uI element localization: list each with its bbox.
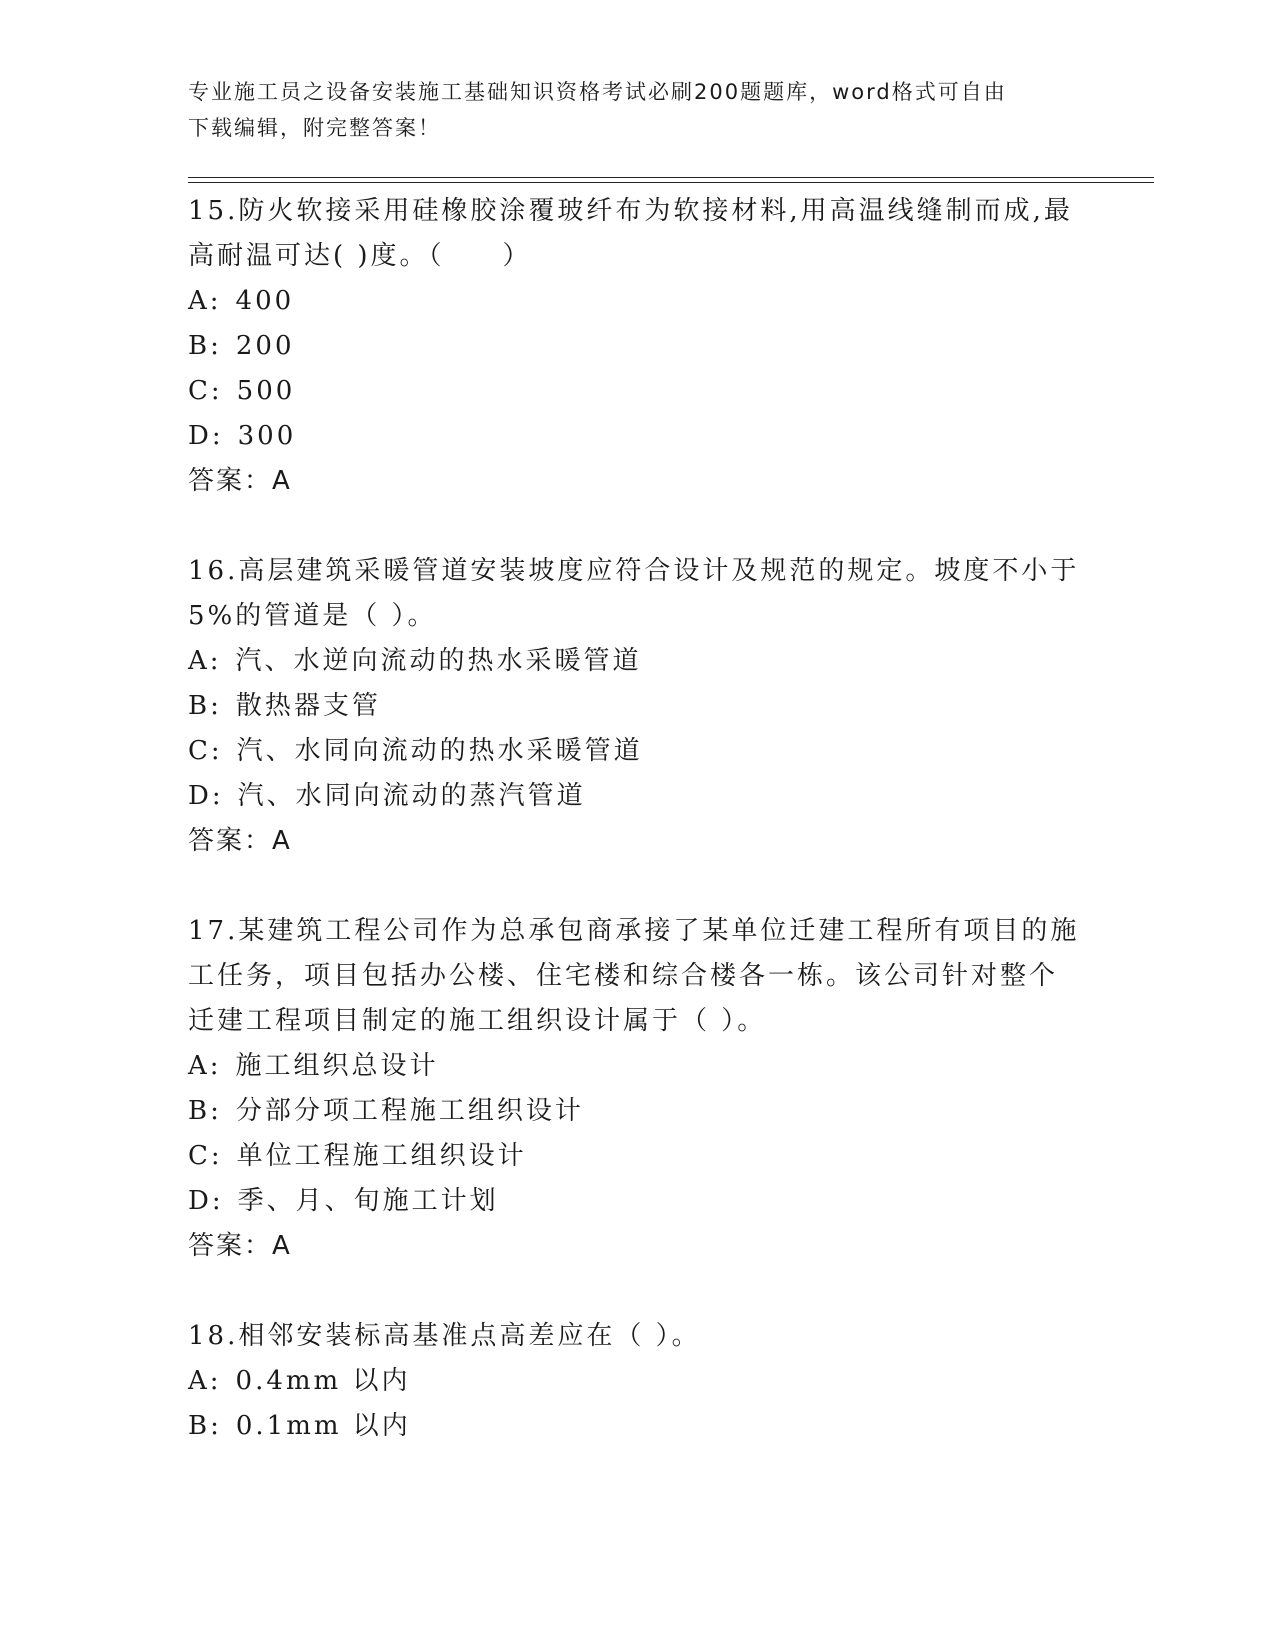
option-d (188, 774, 1078, 819)
answer-line: 答案：A (188, 826, 292, 856)
option-text: 单位工程施工组织设计 (236, 1141, 527, 1171)
option-key: D: (188, 1186, 224, 1216)
stem-line: 高耐温可达( )度。（ ） (188, 241, 532, 271)
option-b (188, 1089, 1078, 1134)
option-key: B: (188, 331, 222, 361)
option-key: A: (188, 1051, 222, 1081)
option-b (188, 684, 1078, 729)
option-key: C: (188, 736, 223, 766)
stem-line: 16.高层建筑采暖管道安装坡度应符合设计及规范的规定。坡度不小于 (188, 556, 1080, 586)
option-key: D: (188, 421, 224, 451)
header-divider-bottom (188, 182, 1154, 183)
option-a (188, 639, 1078, 684)
option-text: 0.4mm 以内 (235, 1366, 411, 1396)
stem-line: 5%的管道是（ ）。 (188, 601, 437, 631)
option-text: 500 (236, 376, 296, 406)
option-text: 200 (235, 331, 295, 361)
stem-line: 17.某建筑工程公司作为总承包商承接了某单位迁建工程所有项目的施 (188, 916, 1080, 946)
option-b (188, 324, 1078, 369)
option-key: B: (188, 691, 222, 721)
question-18 (188, 1314, 1078, 1449)
header-line-2: 下载编辑，附完整答案！ (188, 116, 441, 140)
question-17 (188, 909, 1078, 1269)
option-key: A: (188, 646, 222, 676)
question-stem (188, 549, 1078, 639)
option-text: 汽、水逆向流动的热水采暖管道 (235, 646, 642, 676)
question-list (188, 189, 1078, 1449)
option-c (188, 729, 1078, 774)
option-key: B: (188, 1411, 222, 1441)
option-key: A: (188, 286, 222, 316)
question-stem (188, 909, 1078, 1044)
document-header (188, 74, 1068, 146)
option-text: 0.1mm 以内 (235, 1411, 411, 1441)
option-d (188, 414, 1078, 459)
answer-line: 答案：A (188, 466, 292, 496)
option-d (188, 1179, 1078, 1224)
option-a (188, 279, 1078, 324)
option-key: A: (188, 1366, 222, 1396)
option-key: C: (188, 1141, 223, 1171)
option-text: 施工组织总设计 (235, 1051, 439, 1081)
option-text: 分部分项工程施工组织设计 (235, 1096, 584, 1126)
stem-line: 迁建工程项目制定的施工组织设计属于（ ）。 (188, 1006, 767, 1036)
option-c (188, 1134, 1078, 1179)
question-stem (188, 1314, 1078, 1359)
option-b (188, 1404, 1078, 1449)
option-a (188, 1044, 1078, 1089)
option-text: 季、月、旬施工计划 (237, 1186, 499, 1216)
question-15 (188, 189, 1078, 504)
option-text: 汽、水同向流动的热水采暖管道 (236, 736, 643, 766)
question-stem (188, 189, 1078, 279)
option-text: 汽、水同向流动的蒸汽管道 (237, 781, 586, 811)
option-key: B: (188, 1096, 222, 1126)
header-divider-top (188, 177, 1154, 178)
option-key: C: (188, 376, 223, 406)
option-text: 300 (237, 421, 297, 451)
option-a (188, 1359, 1078, 1404)
option-text: 400 (235, 286, 295, 316)
stem-line: 18.相邻安装标高基准点高差应在（ ）。 (188, 1321, 701, 1351)
header-line-1: 专业施工员之设备安装施工基础知识资格考试必刷200题题库，word格式可自由 (188, 80, 1007, 104)
answer-line: 答案：A (188, 1231, 292, 1261)
stem-line: 工任务，项目包括办公楼、住宅楼和综合楼各一栋。该公司针对整个 (188, 961, 1059, 991)
option-key: D: (188, 781, 224, 811)
stem-line: 15.防火软接采用硅橡胶涂覆玻纤布为软接材料,用高温线缝制而成,最 (188, 196, 1073, 226)
option-c (188, 369, 1078, 414)
option-text: 散热器支管 (235, 691, 381, 721)
question-16 (188, 549, 1078, 864)
